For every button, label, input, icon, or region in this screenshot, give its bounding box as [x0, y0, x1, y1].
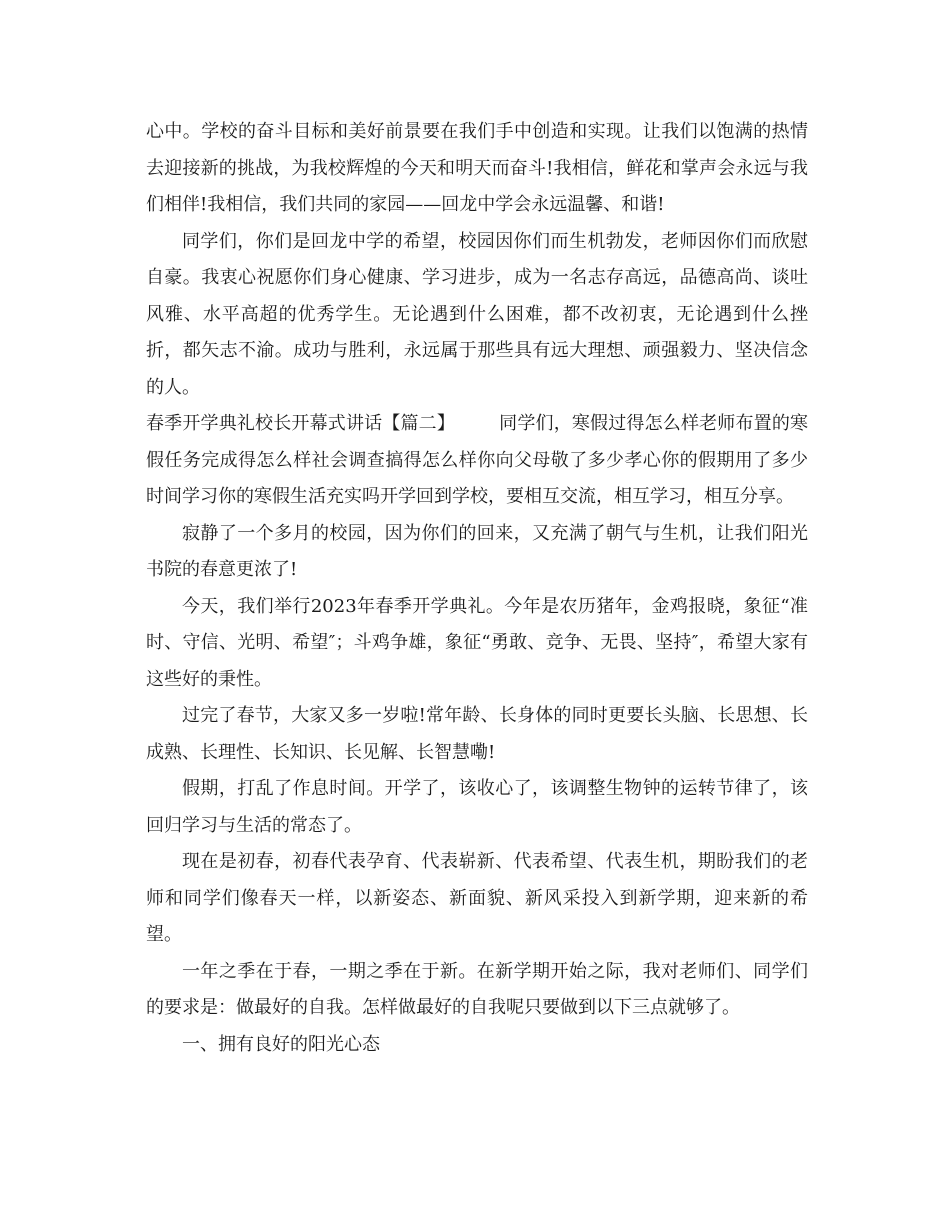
paragraph: 今天，我们举行2023年春季开学典礼。今年是农历猪年，金鸡报晓，象征“准时、守信、光明、希望″；斗鸡争雄，象征“勇敢、竞争、无畏、坚持″，希望大家有这些好的秉性。 [146, 595, 808, 690]
section-body: 同学们，寒假过得怎么样老师布置的寒假任务完成得怎么样社会调查搞得怎么样你向父母敬了多少孝心你的假期用了多少时间学习你的寒假生活充实吗开学回到学校，要相互交流，相互学习，相互分享。 [146, 413, 808, 507]
paragraph: 心中。学校的奋斗目标和美好前景要在我们手中创造和实现。让我们以饱满的热情去迎接新的挑战，为我校辉煌的今天和明天而奋斗!我相信，鲜花和掌声会永远与我们相伴!我相信，我们共同的家园——回龙中学会永远温馨、和谐! [146, 121, 808, 215]
paragraph: 过完了春节，大家又多一岁啦!常年龄、长身体的同时更要长头脑、长思想、长成熟、长理性、长知识、长见解、长智慧嘞! [146, 705, 808, 763]
paragraph-subheading: 一、拥有良好的阳光心态 [182, 1033, 380, 1055]
paragraph-section-heading [146, 406, 808, 516]
section-title: 春季开学典礼校长开幕式讲话【篇二】 [146, 413, 455, 434]
paragraph: 假期，打乱了作息时间。开学了，该收心了，该调整生物钟的运转节律了，该回归学习与生活的常态了。 [146, 778, 808, 836]
paragraph: 现在是初春，初春代表孕育、代表崭新、代表希望、代表生机，期盼我们的老师和同学们像春天一样，以新姿态、新面貌、新风采投入到新学期，迎来新的希望。 [146, 851, 808, 945]
document-body [146, 114, 808, 1063]
paragraph: 同学们，你们是回龙中学的希望，校园因你们而生机勃发，老师因你们而欣慰自豪。我衷心祝愿你们身心健康、学习进步，成为一名志存高远，品德高尚、谈吐风雅、水平高超的优秀学生。无论遇到什么困难，都不改初衷，无论遇到什么挫折，都矢志不渝。成功与胜利，永远属于那些具有远大理想、顽强毅力、坚决信念的人。 [146, 230, 808, 398]
paragraph: 寂静了一个多月的校园，因为你们的回来，又充满了朝气与生机，让我们阳光书院的春意更浓了! [146, 522, 808, 580]
paragraph: 一年之季在于春，一期之季在于新。在新学期开始之际，我对老师们、同学们的要求是：做最好的自我。怎样做最好的自我呢只要做到以下三点就够了。 [146, 960, 808, 1018]
